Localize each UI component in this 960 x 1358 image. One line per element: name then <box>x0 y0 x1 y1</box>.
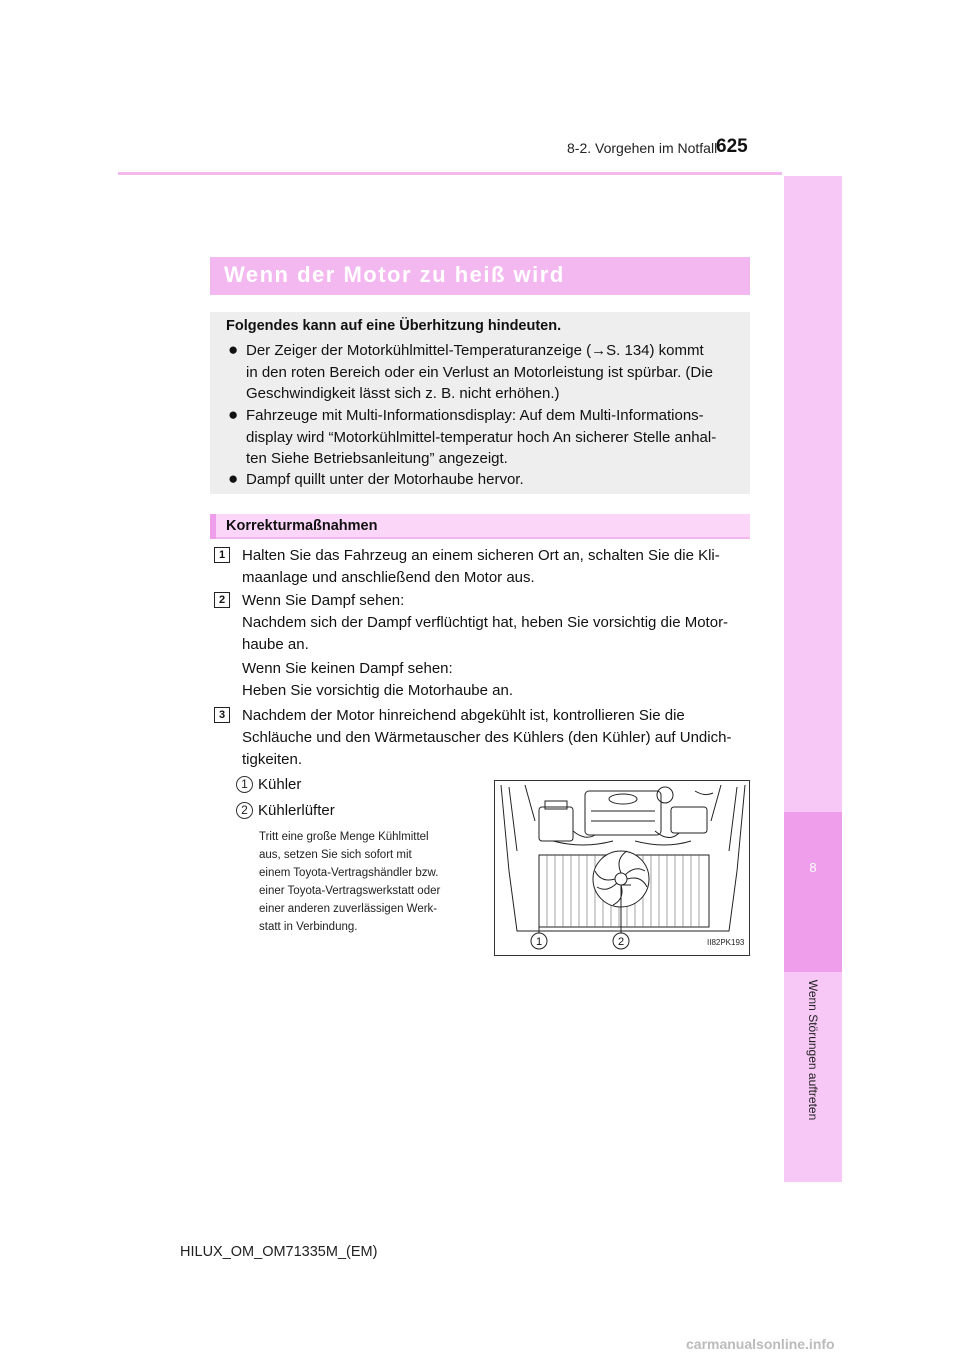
step-text-alt <box>242 658 756 702</box>
symptom-item <box>246 340 742 405</box>
chapter-number: 8 <box>809 860 817 875</box>
note-line: statt in Verbindung. <box>259 921 358 933</box>
watermark: carmanualsonline.info <box>686 1336 835 1352</box>
engine-bay-drawing <box>495 781 750 956</box>
symptom-line: in den roten Bereich oder ein Verlust an Motorleistung ist spürbar. (Die <box>246 363 713 381</box>
step-line: Wenn Sie Dampf sehen: <box>242 592 405 609</box>
symptom-line: ten Siehe Betriebsanleitung” angezeigt. <box>246 450 508 467</box>
step-line: Halten Sie das Fahrzeug an einem sicheren Ort an, schalten Sie die Kli- <box>242 547 720 564</box>
part-number-badge: 1 <box>236 776 253 793</box>
note-line: einer Toyota-Vertragswerkstatt oder <box>259 885 441 897</box>
step-line: Nachdem der Motor hinreichend abgekühlt ist, kontrollieren Sie die <box>242 707 685 724</box>
bullet-icon: ● <box>228 469 239 488</box>
step-text <box>242 705 756 771</box>
symptom-line: Der Zeiger der Motorkühlmittel-Temperaturanzeige (→S. 134) kommt <box>246 342 704 359</box>
page-number: 625 <box>716 136 748 157</box>
part-label: Kühler <box>258 776 302 793</box>
note-line: einer anderen zuverlässigen Werk- <box>259 903 438 915</box>
step-line: haube an. <box>242 636 309 653</box>
symptom-line: Fahrzeuge mit Multi-Informationsdisplay: Auf dem Multi-Informations- <box>246 407 704 424</box>
symptom-line: Dampf quillt unter der Motorhaube hervor. <box>246 471 524 488</box>
bullet-icon: ● <box>228 340 239 359</box>
step-text <box>242 590 756 656</box>
chapter-title: Wenn Störungen auftreten <box>806 979 820 1121</box>
note-line: Tritt eine große Menge Kühlmittel <box>259 831 429 843</box>
step-line: Nachdem sich der Dampf verflüchtigt hat, heben Sie vorsichtig die Motor- <box>242 614 729 631</box>
note-line: einem Toyota-Vertragshändler bzw. <box>259 867 439 879</box>
part-label: Kühlerlüfter <box>258 802 335 819</box>
subsection-rule <box>216 537 750 539</box>
note-line: aus, setzen Sie sich sofort mit <box>259 849 412 861</box>
step-text <box>242 545 756 589</box>
header-rule <box>118 172 782 175</box>
symptom-line: Geschwindigkeit lässt sich z. B. nicht erhöhen.) <box>246 385 560 402</box>
step-number-box: 2 <box>214 592 230 608</box>
document-id: HILUX_OM_OM71335M_(EM) <box>180 1244 378 1260</box>
figure-callout <box>613 933 629 949</box>
step-number-box: 1 <box>214 547 230 563</box>
step-line: Wenn Sie keinen Dampf sehen: <box>242 660 453 677</box>
engine-bay-illustration <box>494 780 750 956</box>
chapter-number-box <box>784 812 842 972</box>
callout-label: 1 <box>535 936 543 948</box>
step-line: maanlage und anschließend den Motor aus. <box>242 569 535 586</box>
figure-code: II82PK193 <box>707 938 745 947</box>
symptom-item <box>246 469 524 491</box>
page-title: Wenn der Motor zu heiß wird <box>224 262 565 287</box>
figure-callout <box>531 933 547 949</box>
step-line: Heben Sie vorsichtig die Motorhaube an. <box>242 682 513 699</box>
step-line: tigkeiten. <box>242 751 303 768</box>
symptom-item <box>246 405 742 470</box>
section-title: 8-2. Vorgehen im Notfall <box>567 140 718 156</box>
symptom-heading: Folgendes kann auf eine Überhitzung hindeuten. <box>226 318 562 334</box>
symptom-line: display wird “Motorkühlmittel-temperatur hoch An sicherer Stelle anhal- <box>246 428 717 446</box>
step-line: Schläuche und den Wärmetauscher des Kühlers (den Kühler) auf Undich- <box>242 729 732 746</box>
subsection-title: Korrekturmaßnahmen <box>226 518 378 534</box>
step-number-box: 3 <box>214 707 230 723</box>
bullet-icon: ● <box>228 405 239 424</box>
subsection-bar <box>210 514 216 539</box>
part-number-badge: 2 <box>236 802 253 819</box>
coolant-note <box>259 828 481 936</box>
callout-label: 2 <box>617 936 625 948</box>
